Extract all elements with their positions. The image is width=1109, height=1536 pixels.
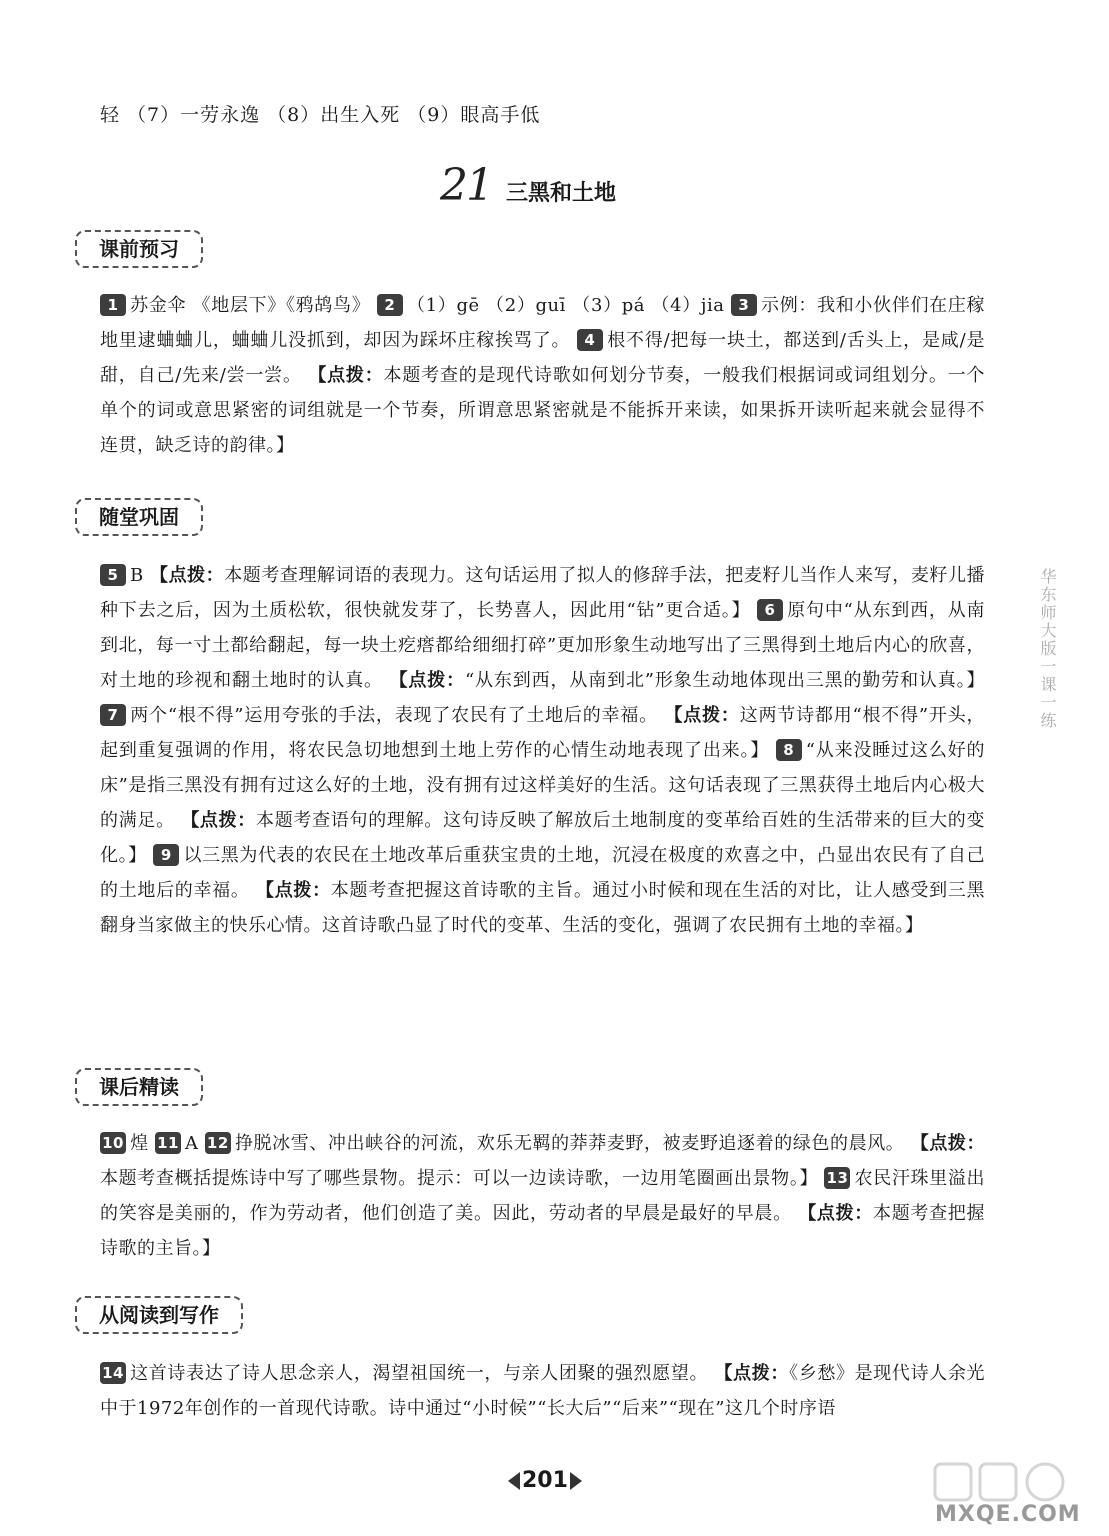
answer-text: “从来没睡过这么好的床”是指三黑没有拥有过这么好的土地，没有拥有过这样美好的生活。这句话表现了三黑获得土地后内心极大的满足。: [100, 740, 985, 831]
practice-answers: [100, 558, 985, 943]
page-number: [508, 1468, 582, 1493]
hint-label: 【点拨：: [308, 365, 384, 386]
answer-number-badge: 10: [100, 1132, 126, 1154]
hint-text: 本题考查把握这首诗歌的主旨。通过小时候和现在生活的对比，让人感受到三黑翻身当家做主的快乐心情。这首诗歌凸显了时代的变革、生活的变化，强调了农民拥有土地的幸福。】: [100, 880, 985, 936]
answer-text: 挣脱冰雪、冲出峡谷的河流，欢乐无羁的莽莽麦野，被麦野追逐着的绿色的晨风。: [234, 1133, 905, 1154]
answer-text: 示例：我和小伙伴们在庄稼地里逮蛐蛐儿，蛐蛐儿没抓到，却因为踩坏庄稼挨骂了。: [100, 295, 985, 351]
answer-text: B: [130, 565, 144, 586]
answer-number-badge: 7: [100, 704, 126, 726]
writing-answers: [100, 1356, 985, 1426]
lesson-name: 三黑和土地: [506, 181, 617, 206]
hint-text: 本题考查语句的理解。这句诗反映了解放后土地制度的变革给百姓的生活带来的巨大的变化。】: [100, 810, 986, 866]
answer-text: 两个“根不得”运用夸张的手法，表现了农民有了土地后的幸福。: [130, 705, 658, 726]
answer-number-badge: 5: [100, 564, 126, 586]
answer-number-badge: 1: [100, 294, 126, 316]
answer-text: 根不得/把每一块土，都送到/舌头上，是咸/是甜，自己/先来/尝一尝。: [100, 330, 985, 386]
book-series-side-label: 华东师大版一课一练: [1038, 568, 1057, 730]
answer-number-badge: 4: [577, 329, 603, 351]
hint-label: 【点拨：: [389, 670, 465, 691]
watermark-text: MXQE.COM: [935, 1502, 1081, 1527]
hint-label: 【点拨：: [798, 1203, 874, 1224]
answer-text: 苏金伞 《地层下》《鸦鸪鸟》: [130, 295, 371, 316]
hint-text: 本题考查的是现代诗歌如何划分节奏，一般我们根据词或词组划分。一个单个的词或意思紧密的词组就是一个节奏，所谓意思紧密就是不能拆开来读，如果拆开读听起来就会显得不连贯，缺乏诗的韵律。】: [100, 365, 985, 456]
answer-text: 农民汗珠里溢出的笑容是美丽的，作为劳动者，他们创造了美。因此，劳动者的早晨是最好的早晨。: [100, 1168, 985, 1224]
answer-number-badge: 11: [155, 1132, 181, 1154]
hint-text: 本题考查概括提炼诗中写了哪些景物。提示：可以一边读诗歌，一边用笔圈画出景物。】: [100, 1168, 819, 1189]
answer-number-badge: 9: [153, 844, 179, 866]
answer-number-badge: 2: [377, 294, 403, 316]
section-writing-heading: 从阅读到写作: [75, 1296, 243, 1334]
lesson-title: [440, 160, 616, 211]
answer-text: 煌: [130, 1133, 149, 1154]
preview-answers: [100, 288, 985, 463]
hint-text: 这两节诗都用“根不得”开头，起到重复强调的作用，将农民急切地想到土地上劳作的心情生动地表现了出来。】: [100, 705, 986, 761]
answer-number-badge: 13: [824, 1167, 850, 1189]
answer-text: 原句中“从东到西，从南到北，每一寸土都给翻起，每一块土疙瘩都给细细打碎”更加形象生动地写出了三黑得到土地后内心的欣喜，对土地的珍视和翻土地时的认真。: [100, 600, 985, 691]
hint-label: 【点拨：: [256, 880, 331, 901]
section-reading-heading: 课后精读: [75, 1068, 203, 1106]
answer-text: A: [185, 1133, 199, 1154]
hint-label: 【点拨：: [714, 1363, 790, 1384]
hint-text: 《乡愁》是现代诗人余光中于1972年创作的一首现代诗歌。诗中通过“小时候”“长大后”“后来”“现在”这几个时序语: [100, 1363, 986, 1419]
hint-label: 【点拨：: [910, 1133, 986, 1154]
answer-text: 以三黑为代表的农民在土地改革后重获宝贵的土地，沉浸在极度的欢喜之中，凸显出农民有了自己的土地后的幸福。: [100, 845, 985, 901]
hint-text: “从东到西，从南到北”形象生动地体现出三黑的勤劳和认真。】: [464, 670, 986, 691]
answer-number-badge: 6: [757, 599, 783, 621]
section-practice-heading: 随堂巩固: [75, 498, 203, 536]
left-triangle-icon: [508, 1472, 520, 1490]
answer-text: （1）gē （2）guī （3）pá （4）jia: [406, 295, 725, 316]
hint-label: 【点拨：: [181, 810, 257, 831]
hint-text: 本题考查理解词语的表现力。这句话运用了拟人的修辞手法，把麦籽儿当作人来写，麦籽儿播种下去之后，因为土质松软，很快就发芽了，长势喜人，因此用“钻”更合适。】: [100, 565, 985, 621]
hint-text: 本题考查把握诗歌的主旨。】: [100, 1203, 986, 1259]
section-preview-heading: 课前预习: [75, 230, 203, 268]
answer-number-badge: 14: [100, 1362, 126, 1384]
hint-label: 【点拨：: [150, 565, 225, 586]
reading-answers: [100, 1126, 985, 1266]
hint-label: 【点拨：: [664, 705, 740, 726]
answer-number-badge: 3: [731, 294, 757, 316]
answer-number-badge: 12: [205, 1132, 231, 1154]
previous-answer-line: 轻 （7）一劳永逸 （8）出生入死 （9）眼高手低: [100, 104, 541, 126]
page-number-value: 201: [522, 1468, 568, 1493]
answer-text: 这首诗表达了诗人思念亲人，渴望祖国统一，与亲人团聚的强烈愿望。: [130, 1363, 709, 1384]
answer-number-badge: 8: [776, 739, 802, 761]
lesson-number: 21: [440, 160, 492, 211]
right-triangle-icon: [570, 1472, 582, 1490]
